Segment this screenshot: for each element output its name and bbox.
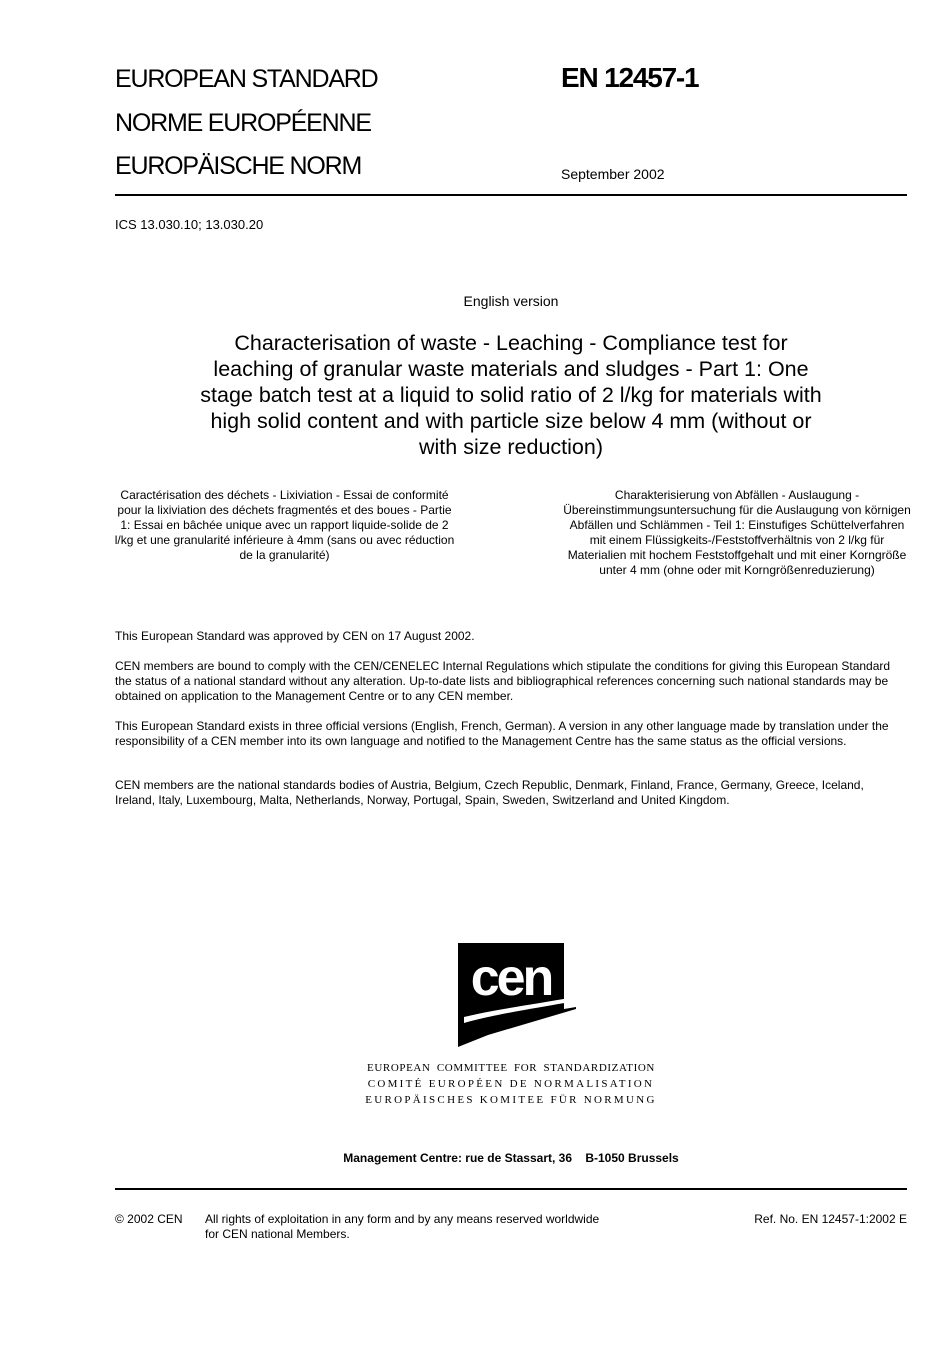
reference-number: Ref. No. EN 12457-1:2002 E — [754, 1212, 907, 1226]
document-number: EN 12457-1 — [561, 62, 699, 93]
official-versions-paragraph: This European Standard exists in three official versions (English, French, German). A version in any other language made by translation under the responsibility of a CEN member into its own language and notified to the Management Centre has the same status as the official versions. — [115, 719, 889, 748]
organization-name-french: COMITÉ EUROPÉEN DE NORMALISATION — [367, 1078, 655, 1090]
standard-title-french: NORME EUROPÉENNE — [115, 109, 371, 137]
french-title: Caractérisation des déchets - Lixiviation - Essai de conformité pour la lixiviation des déchets fragmentés et des boues - Partie 1: Essai en bâchée unique avec un rapport liquide-solide de 2 l/kg et une granularité inférieure à 4mm (sans ou avec réduction de la granularité) — [114, 488, 455, 562]
ics-codes: ICS 13.030.10; 13.030.20 — [115, 217, 264, 232]
standard-title-german: EUROPÄISCHE NORM — [115, 152, 362, 180]
header-divider — [115, 194, 907, 196]
management-centre-address: Management Centre: rue de Stassart, 36 B-1050 Brussels — [343, 1151, 679, 1165]
cen-logo — [458, 943, 578, 1049]
standard-title-english: EUROPEAN STANDARD — [115, 65, 378, 93]
publication-date: September 2002 — [561, 166, 665, 182]
approval-paragraph: This European Standard was approved by CEN on 17 August 2002. — [115, 629, 475, 643]
svg-text:cen: cen — [470, 949, 552, 1007]
document-main-title: Characterisation of waste - Leaching - Compliance test for leaching of granular waste materials and sludges - Part 1: One stage batch test at a liquid to solid ratio of 2 l/kg for materials with high solid content and with particle size below 4 mm (without or with size reduction) — [200, 331, 822, 459]
rights-statement: All rights of exploitation in any form and by any means reserved worldwide for CEN national Members. — [205, 1212, 600, 1241]
organization-name-german: EUROPÄISCHES KOMITEE FÜR NORMUNG — [365, 1094, 657, 1106]
german-title: Charakterisierung von Abfällen - Auslaugung - Übereinstimmungsuntersuchung für die Auslaugung von körnigen Abfällen und Schlämmen - Teil 1: Einstufiges Schüttelverfahren mit einem Flüssigkeits-/Feststoffverhältnis von 2 l/kg für Materialien mit hochem Feststoffgehalt und mit einer Korngröße unter 4 mm (ohne oder mit Korngrößenreduzierung) — [563, 488, 911, 577]
members-paragraph: CEN members are the national standards bodies of Austria, Belgium, Czech Republic, Denmark, Finland, France, Germany, Greece, Iceland, Ireland, Italy, Luxembourg, Malta, Netherlands, Norway, Portugal, Spain, Sweden, Switzerland and United Kingdom. — [115, 778, 864, 807]
version-label: English version — [463, 293, 559, 309]
copyright-notice: © 2002 CEN — [115, 1212, 183, 1226]
regulations-paragraph: CEN members are bound to comply with the CEN/CENELEC Internal Regulations which stipulate the conditions for giving this European Standard the status of a national standard without any alteration. Up-to-date lists and bibliographical references concerning such national standards may be obtained on application to the Management Centre or to any CEN member. — [115, 659, 891, 703]
footer-divider — [115, 1188, 907, 1190]
organization-name-english: EUROPEAN COMMITTEE FOR STANDARDIZATION — [367, 1062, 655, 1074]
